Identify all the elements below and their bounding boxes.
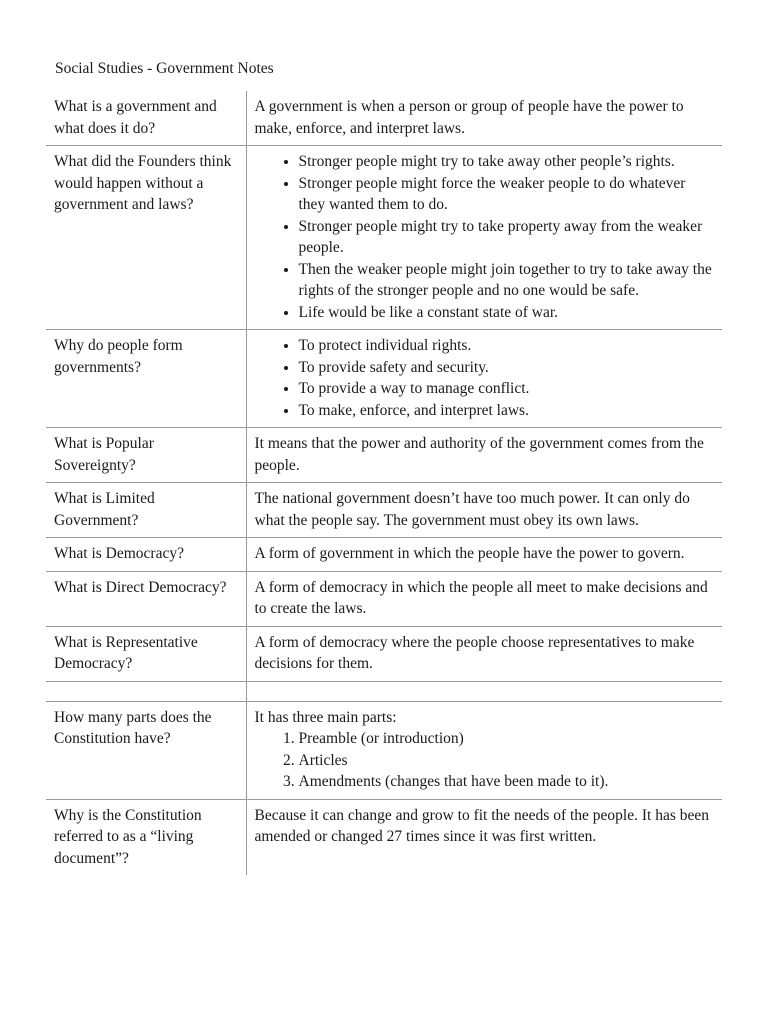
table-row [46, 701, 722, 799]
list-item: • To provide a way to manage conflict. [299, 378, 715, 400]
table-row [46, 91, 722, 146]
answer-cell [246, 701, 722, 799]
table-row [46, 538, 722, 572]
list-item: • Stronger people might force the weaker people to do whatever they wanted them to do. [299, 173, 715, 216]
table-row [46, 146, 722, 330]
list-item: • Stronger people might try to take property away from the weaker people. [299, 216, 715, 259]
answer-cell: The national government doesn’t have too much power. It can only do what the people say. The government must obey its own laws. [246, 483, 722, 538]
table-row [46, 483, 722, 538]
table-row [46, 626, 722, 681]
answer-cell: A government is when a person or group of people have the power to make, enforce, and interpret laws. [246, 91, 722, 146]
bullet-list [255, 335, 715, 421]
question-cell: What is a government and what does it do? [46, 91, 246, 146]
table-row [46, 799, 722, 875]
answer-cell: A form of government in which the people have the power to govern. [246, 538, 722, 572]
list-item: • Then the weaker people might join together to try to take away the rights of the stronger people and no one would be safe. [299, 259, 715, 302]
question-cell: What is Representative Democracy? [46, 626, 246, 681]
table-row [46, 330, 722, 428]
table-row [46, 428, 722, 483]
answer-cell: It means that the power and authority of the government comes from the people. [246, 428, 722, 483]
question-cell: What is Popular Sovereignty? [46, 428, 246, 483]
question-cell: Why do people form governments? [46, 330, 246, 428]
question-cell: What is Democracy? [46, 538, 246, 572]
answer-cell [246, 330, 722, 428]
list-item: 3. Amendments (changes that have been made to it). [299, 771, 715, 793]
answer-cell: Because it can change and grow to fit the needs of the people. It has been amended or changed 27 times since it was first written. [254, 806, 709, 845]
answer-intro: It has three main parts: [254, 708, 397, 726]
empty-cell [246, 681, 722, 701]
numbered-list [255, 728, 715, 793]
blank-row [46, 681, 722, 701]
list-item: • To protect individual rights. [299, 335, 715, 357]
answer-cell: A form of democracy where the people choose representatives to make decisions for them. [246, 626, 722, 681]
list-item: 1. Preamble (or introduction) [299, 728, 715, 750]
question-cell: What is Direct Democracy? [46, 571, 246, 626]
list-item: • Stronger people might try to take away other people’s rights. [299, 151, 715, 173]
question-cell: Why is the Constitution referred to as a “living document”? [46, 799, 246, 875]
list-item: • To provide safety and security. [299, 357, 715, 379]
bullet-list [255, 151, 715, 323]
table-row [46, 571, 722, 626]
question-cell: What did the Founders think would happen without a government and laws? [46, 146, 246, 330]
notes-table [46, 91, 722, 875]
question-cell: How many parts does the Constitution have? [46, 701, 246, 799]
list-item: 2. Articles [299, 750, 715, 772]
list-item: • Life would be like a constant state of war. [299, 302, 715, 324]
question-cell: What is Limited Government? [46, 483, 246, 538]
empty-cell [46, 681, 246, 701]
answer-cell [246, 146, 722, 330]
list-item: • To make, enforce, and interpret laws. [299, 400, 715, 422]
answer-cell: A form of democracy in which the people all meet to make decisions and to create the laws. [246, 571, 722, 626]
page-title: Social Studies - Government Notes [55, 60, 274, 77]
